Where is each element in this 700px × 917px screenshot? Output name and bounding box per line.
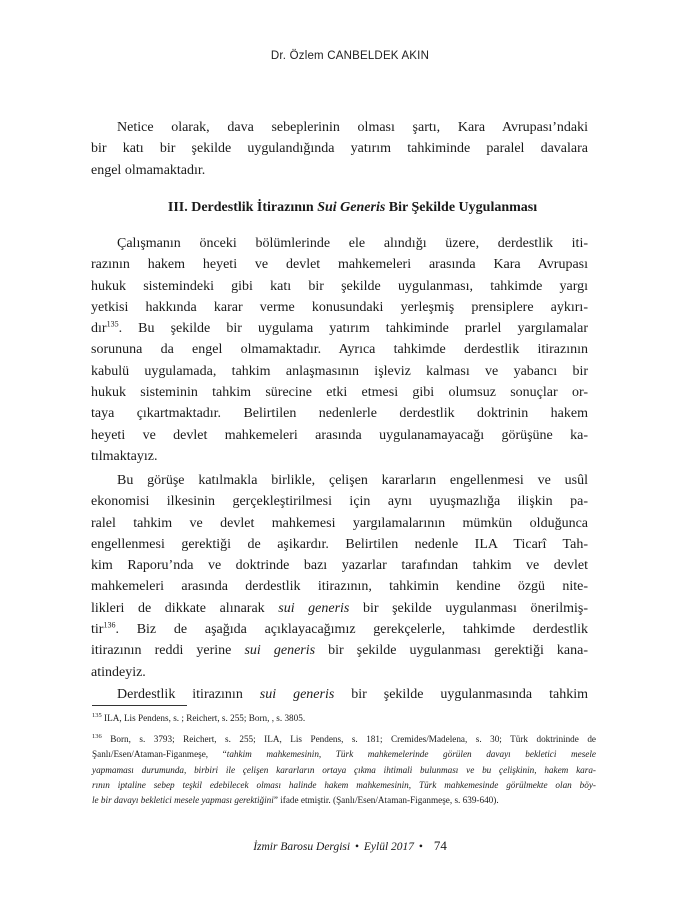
page-footer [0,838,700,854]
footnote-ref-135[interactable]: 135 [106,319,119,329]
separator: • [418,841,423,853]
text-line: engel olmamaktadır. [91,162,206,178]
footnote-136: $^{136}$ Born, s. 3793; Reichert, s. 255; ILA, Lis Pendens, s. 181; Cremides/Madelena, s. 30; Türk doktrininde de Şanlı/Esen/Ataman-Figanmeşe, “tahkim mahkemesinin, Türk mahkemelerinde görülen davayı bekletici mesele yapmaması durumunda, birbiri ile çelişen kararların ortaya çıkma ihtimali bulunması ve bu çelişkinin, hakem kara- rının iptaline sebep teşkil edebilecek olması halinde hakem mahkemesinin, Türk mahkemesinde görülmekte olan böy- le bir davayı bekletici mesele yapması gerektiğini” ifade etmiştir. (Şanlı/Esen/Ataman-Figanmeşe, s. 639-640). [92,733,597,806]
text-line: Derdestlik itirazının sui generis bir şekilde uygulanmasında tahkim [117,687,588,702]
footnote-separator [92,705,187,706]
text-line: yetkisi hakkında karar verme konusundaki yerleşmiş prensiplere aykırı- [91,299,588,315]
section-heading: III. Derdestlik İtirazının Sui Generis Bir Şekilde Uygulanması [167,200,538,215]
text-line: atindeyiz. [91,664,146,680]
paragraph-2 [91,233,588,467]
paragraph-3 [91,470,588,683]
text-line: Netice olarak, dava sebeplerinin olması şartı, Kara Avrupası’ndaki [117,120,588,135]
separator: • [354,841,359,853]
text-line: tılmaktayız. [91,448,158,464]
journal-name: İzmir Barosu Dergisi [253,841,351,853]
text-line: hukuk sistemindeki gibi katı bir şekilde uygulanması, tahkimde yargı [91,278,588,294]
paragraph-4 [91,684,588,705]
text-line: kim Raporu’nda ve doktrinde bazı yazarlar tarafından tahkim ve devlet [91,558,588,574]
page-number: 74 [433,838,447,853]
text-line: dır$^{135}$. Bu şekilde bir uygulama yatırım tahkiminde prarlel yargılamalar [91,319,588,337]
text-line: taya çıkartmaktadır. Belirtilen nedenlerle derdestlik doktrinin hakem [91,406,588,422]
text-line: razının hakem heyeti ve devlet mahkemeleri arasında Kara Avrupası [91,257,588,273]
footnote-135: $^{135}$ ILA, Lis Pendens, s. ; Reichert, s. 255; Born, , s. 3805. [92,711,306,723]
text-line: hukuk sisteminin tahkim sürecine etki etmesi gibi olumsuz sonuçlar or- [91,385,588,401]
text-line: likleri de dikkate alınarak sui generis bir şekilde uygulanması önerilmiş- [91,600,588,616]
text-line: Bu görüşe katılmakla birlikle, çelişen kararların engellenmesi ve usûl [117,473,588,488]
text-line: heyeti ve devlet mahkemeleri arasında uygulanamayacağı görüşüne ka- [91,427,588,443]
text-line: tir$^{136}$. Biz de aşağıda açıklayacağımız gerekçelerle, tahkimde derdestlik [91,620,588,638]
text-line: Çalışmanın önceki bölümlerinde ele alındığı üzere, derdestlik iti- [117,236,588,251]
text-line: ekonomisi ilkesinin gerçekleştirilmesi için aynı uyuşmazlığa ilişkin pa- [91,494,588,510]
text-line: bir katı bir şekilde uygulandığında yatırım tahkiminde paralel davalara [91,141,588,157]
footnotes [92,711,596,808]
text-line: ralel tahkim ve devlet mahkemesi yargılamalarının mümkün olduğunca [91,515,588,531]
paragraph-1 [91,117,588,181]
running-header: Dr. Özlem CANBELDEK AKIN [270,50,430,62]
text-line: itirazının reddi yerine sui generis bir şekilde uygulanması gerektiği kana- [91,643,588,659]
text-line: mahkemeleri arasında derdestlik itirazının, tahkimin kendine özgü nite- [91,579,588,595]
text-line: engellenmesi gerektiği de aşikardır. Belirtilen nedenle ILA Ticarî Tah- [91,536,588,552]
text-line: kabulü uygulamada, tahkim anlaşmasının işleviz kalması ve yabancı bir [91,363,588,379]
issue-date: Eylül 2017 [363,841,415,853]
text-line: sorununa da engel olmamaktadır. Ayrıca tahkimde derdestlik itirazının [91,342,588,358]
footnote-ref-136[interactable]: 136 [103,620,116,630]
